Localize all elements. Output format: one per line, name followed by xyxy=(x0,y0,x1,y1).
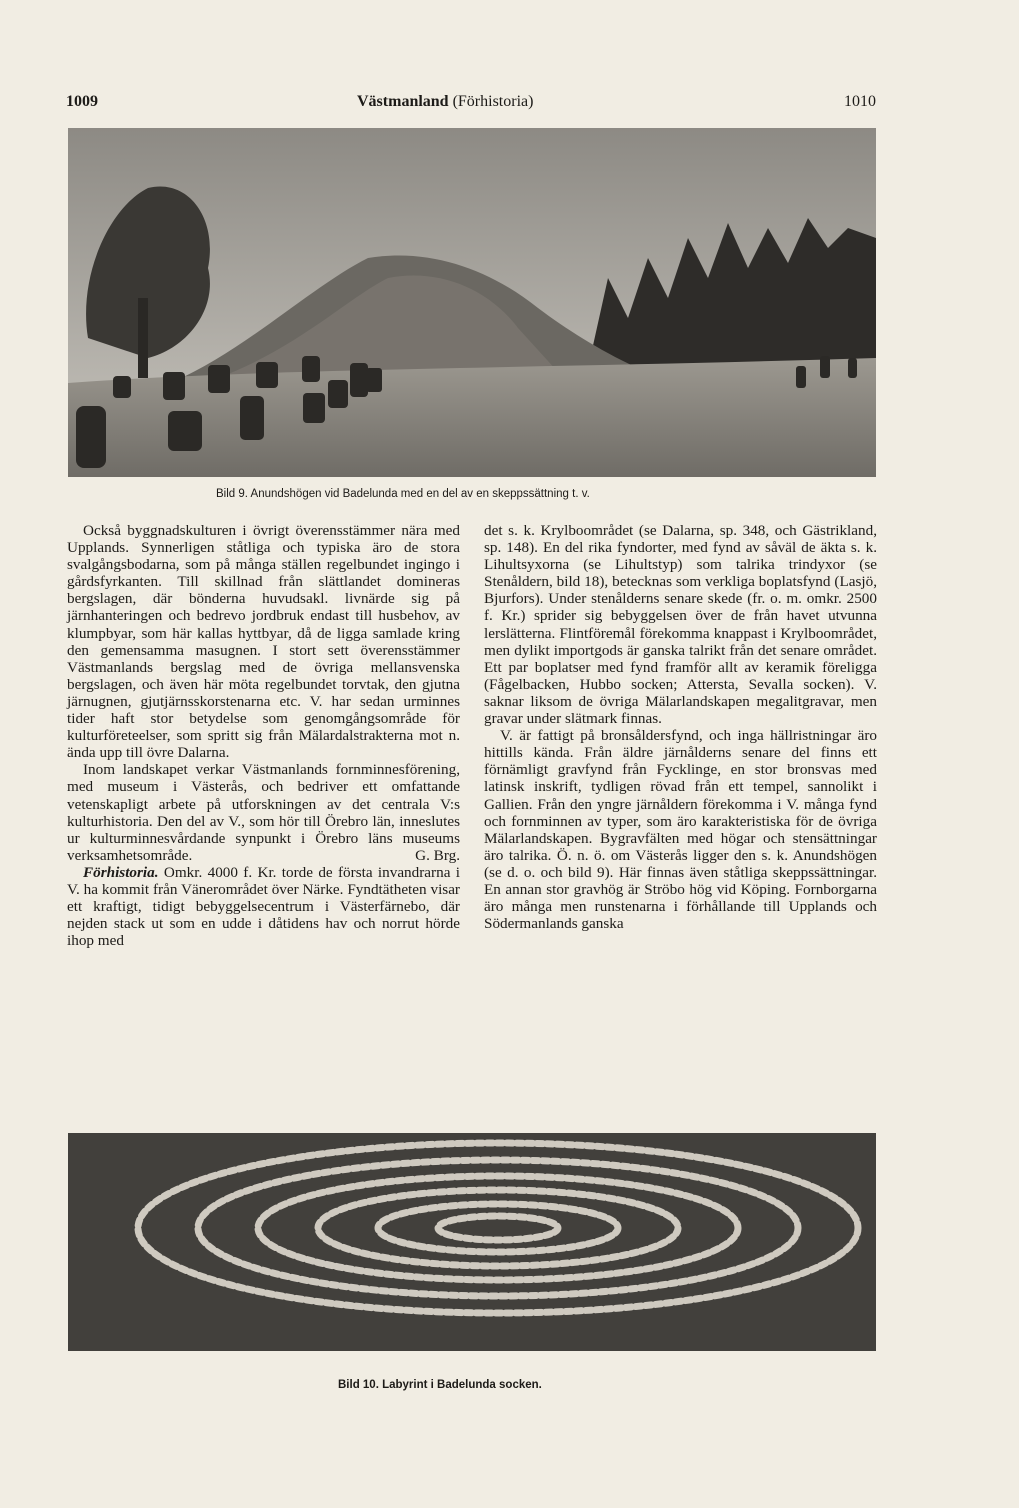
photo-anundshogen xyxy=(68,128,876,477)
figure-caption-bild-10: Bild 10. Labyrint i Badelunda socken. xyxy=(338,1379,542,1391)
paragraph-text: Omkr. 4000 f. Kr. torde de första invandrarna i V. ha kommit från Vänerområdet över Närke. Fyndtätheten visar ett kraftigt, tidigt bebyggelsecentrum i Västerfärnebo, där nejden stack ut som en udde i dåtidens hav och norrut hörde ihop med xyxy=(67,863,460,950)
running-title xyxy=(357,92,533,112)
photo-labyrinth xyxy=(68,1133,876,1351)
text-column-left xyxy=(67,522,460,949)
text-column-right xyxy=(484,522,877,932)
paragraph: Också byggnadskulturen i övrigt överensstämmer nära med Upplands. Synnerligen ståtliga och typiska äro de stora svalgångsbodarna, som på många ställen regelbundet ingingo i gårdsfyrkanten. Till skillnad från slättlandet domineras bergslagen, där bönderna huvudsakl. livnärde sig på järnhanteringen och bedrevo jordbruk endast till husbehov, av klumpbyar, som här kallas hyttbyar, då de ligga samlade kring den gemensamma masugnen. I stort sett överensstämmer Västmanlands bergslag med de övriga mellansvenska bergslagen, och även här möta regelbundet torvtak, den gjutna järnugnen, gjutjärnsskorstenarna etc. V. har sedan urminnes tider haft stor betydelse som genomgångsområde för kulturföreteelser, som spritt sig från Mälardalstrakterna mot n. ända upp till övre Dalarna. xyxy=(67,522,460,762)
page-number-right: 1010 xyxy=(844,93,876,110)
author-signature: G. Brg. xyxy=(415,846,460,864)
paragraph-text: Inom landskapet verkar Västmanlands fornminnesförening, med museum i Västerås, och bedriver ett omfattande vetenskapligt arbete på utforskningen av det centrala V:s kulturhistoria. Den del av V., som hör till Örebro län, inneslutes ur kulturminnesvårdande synpunkt i Örebro läns museums verksamhetsområde. xyxy=(67,761,460,864)
running-title-main: Västmanland xyxy=(357,93,449,110)
section-heading: Förhistoria. xyxy=(83,863,159,881)
paragraph: V. är fattigt på bronsåldersfynd, och inga hällristningar äro hittills kända. Från äldre järnålderns senare del finns ett förnämligt gravfynd från Fycklinge, en stor bronsvas med latinsk inskrift, tydligen rövad från ett tempel, sannolikt i Gallien. Från den yngre järnåldern förekomma i V. många fynd och fornminnen av typer, som äro karakteristiska för de övriga Mälarlandskapen. Bygravfälten med högar och stensättningar äro talrika. Ö. n. ö. om Västerås ligger den s. k. Anundshögen (se d. o. och bild 9). Här finnas även ståtliga skeppssättningar. En annan stor gravhög är Ströbo hög vid Köping. Fornborgarna äro många men runstenarna i förhållande till Upplands och Södermanlands ganska xyxy=(484,727,877,933)
paragraph xyxy=(67,864,460,949)
paragraph: det s. k. Krylboområdet (se Dalarna, sp. 348, och Gästrikland, sp. 148). En del rika fyndorter, med fynd av såväl de äkta s. k. Lihultsyxorna (se Lihultstyp) som talrika trindyxor (se Stenåldern, bild 18), betecknas som verkliga boplatsfynd (Lasjö, Bjurfors). Under stenålderns senare skede (fr. o. m. omkr. 2500 f. Kr.) sprider sig bebyggelsen över de från havet utvunna lerslätterna. Flintföremål förekomma knappast i Krylboområdet, men dylikt importgods är ganska talrikt från det senare området. Ett par boplatser med fynd framför allt av keramik föreligga (Fågelbacken, Hubbo socken; Attersta, Sevalla socken). V. saknar liksom de övriga Mälarlandskapen megalitgravar, men gravar under slätmark finnas. xyxy=(484,522,877,728)
figure-caption-bild-9: Bild 9. Anundshögen vid Badelunda med en del av en skeppssättning t. v. xyxy=(216,488,590,500)
page-number-left: 1009 xyxy=(66,93,98,110)
paragraph xyxy=(67,761,460,864)
running-title-sub: (Förhistoria) xyxy=(452,93,534,110)
